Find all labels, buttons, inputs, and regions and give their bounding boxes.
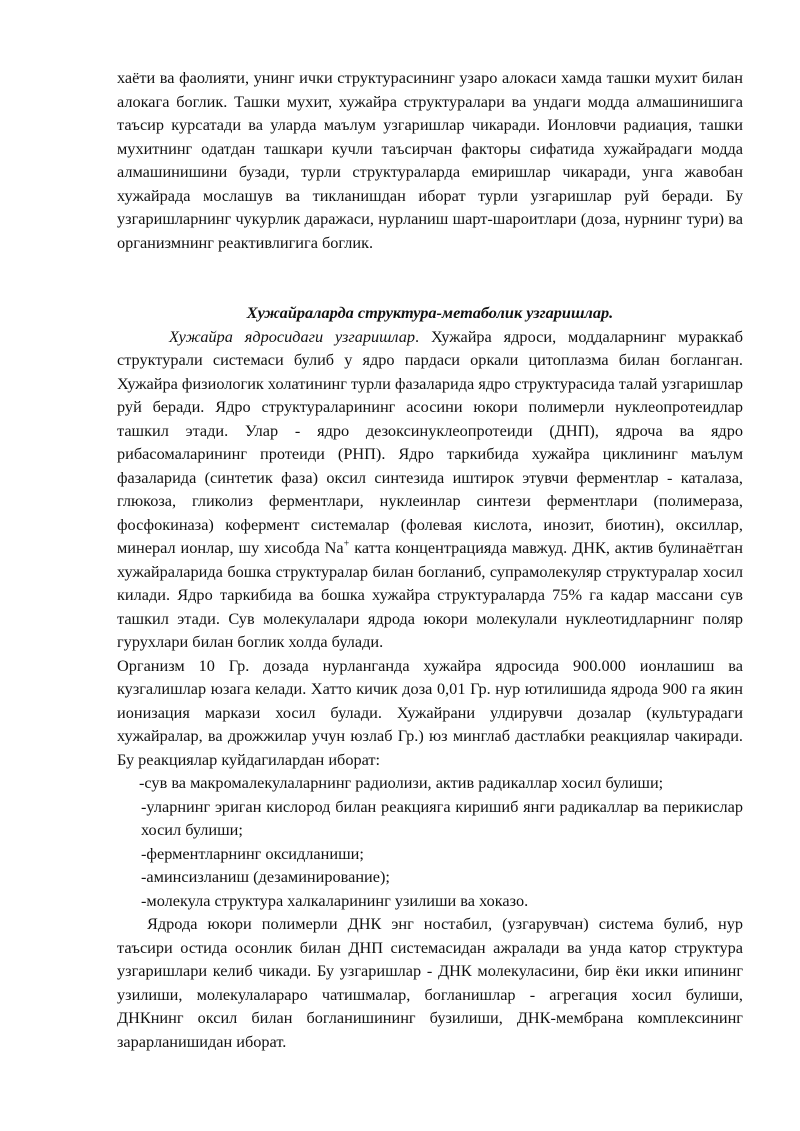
superscript-plus: + <box>343 538 350 550</box>
section-gap <box>117 254 743 301</box>
paragraph-nucleus <box>117 325 743 654</box>
paragraph-nucleus-text-1: . Хужайра ядроси, моддаларнинг мураккаб структурали системаси булиб у ядро пардаси оркали цитоплазма билан богланган. Хужайра физиологик холатининг турли фазаларида ядро структурасида талай узгаришлар руй беради. Ядро структураларининг асосини юкори полимерли нуклеопротеидлар ташкил этади. Улар - ядро дезоксинуклеопротеиди (ДНП), ядроча ва ядро рибасомаларининг протеиди (РНП). Ядро таркибида хужайра циклининг маълум фазаларида (синтетик фаза) оксил синтезида иштирок этувчи ферментлар - каталаза, глюкоза, гликолиз ферментлари, нуклеинлар синтези ферментлари (полимераза, фосфокиназа) кофермент системалар (фолевая кислота, инозит, биотин), оксиллар, минерал ионлар, шу хисобда Na <box>117 326 744 557</box>
list-item: -аминсизланиш (дезаминирование); <box>141 867 390 886</box>
paragraph-nucleus-text-2: катта концентрацияда мавжуд. ДНК, актив булинаётган хужайраларида бошка структуралар билан богланиб, супрамолекуляр структуралар хосил килади. Ядро таркибида ва бошка хужайра структураларда 75% га кадар массани сув ташкил этади. Сув молекулалари ядрода юкори молекулали нуклеотидларнинг поляр гурухлари билан боглик холда булади. <box>117 538 743 651</box>
paragraph-intro: хаёти ва фаолияти, унинг ички структурасининг узаро алокаси хамда ташки мухит билан алокага боглик. Ташки мухит, хужайра структуралари ва ундаги модда алмашинишига таъсир курсатади ва уларда маълум узгаришлар чикаради. Ионловчи радиация, ташки мухитнинг одатдан ташкари кучли таъсирчан факторы сифатида хужайрадаги модда алмашинишини бузади, турли структураларда емиришлар чикаради, унга жавобан хужайрада мослашув ва тикланишдан иборат турли узгаришлар руй беради. Бу узгаришларнинг чукурлик даражаси, нурланиш шарт-шароитлари (доза, нурнинг тури) ва организмнинг реактивлигига боглик. <box>117 68 743 252</box>
reaction-list <box>117 771 743 912</box>
list-item: -сув ва макромалекулаларнинг радиолизи, актив радикаллар хосил булиши; <box>139 773 664 792</box>
list-item: -молекула структура халкаларининг узилиши ва хоказо. <box>141 890 529 910</box>
paragraph-lead-italic: Хужайра ядросидаги узгаришлар <box>169 326 416 346</box>
list-item: -ферментларнинг оксидланиши; <box>141 843 364 863</box>
paragraph-dna: Ядрода юкори полимерли ДНК энг ностабил, (узгарувчан) система булиб, нур таъсири остида осонлик билан ДНП системасидан ажралади ва унда катор структура узгаришлари келиб чикади. Бу узгаришлар - ДНК молекуласини, бир ёки икки ипининг узилиши, молекулалараро чатишмалар, богланишлар - агрегация хосил булиши, ДНКнинг оксил билан богланишининг бузилиши, ДНК-мембрана комплексининг зарарланишидан иборат. <box>117 914 743 1051</box>
list-item: -уларнинг эриган кислород билан реакцияга киришиб янги радикаллар ва перикислар хосил булиши; <box>141 796 743 839</box>
section-heading: Хужайраларда структура-метаболик узгаришлар. <box>246 303 614 322</box>
paragraph-irradiation: Организм 10 Гр. дозада нурланганда хужайра ядросида 900.000 ионлашиш ва кузгалишлар юзага келади. Хатто кичик доза 0,01 Гр. нур ютилишида ядрода 900 га якин ионизация маркази хосил булади. Хужайрани улдирувчи дозалар (культурадаги хужайралар, ва дрожжилар учун юзлаб Гр.) юз минглаб дастлабки реакциялар чакиради. Бу реакциялар куйдагилардан иборат: <box>117 655 743 769</box>
document-body <box>117 66 743 1053</box>
